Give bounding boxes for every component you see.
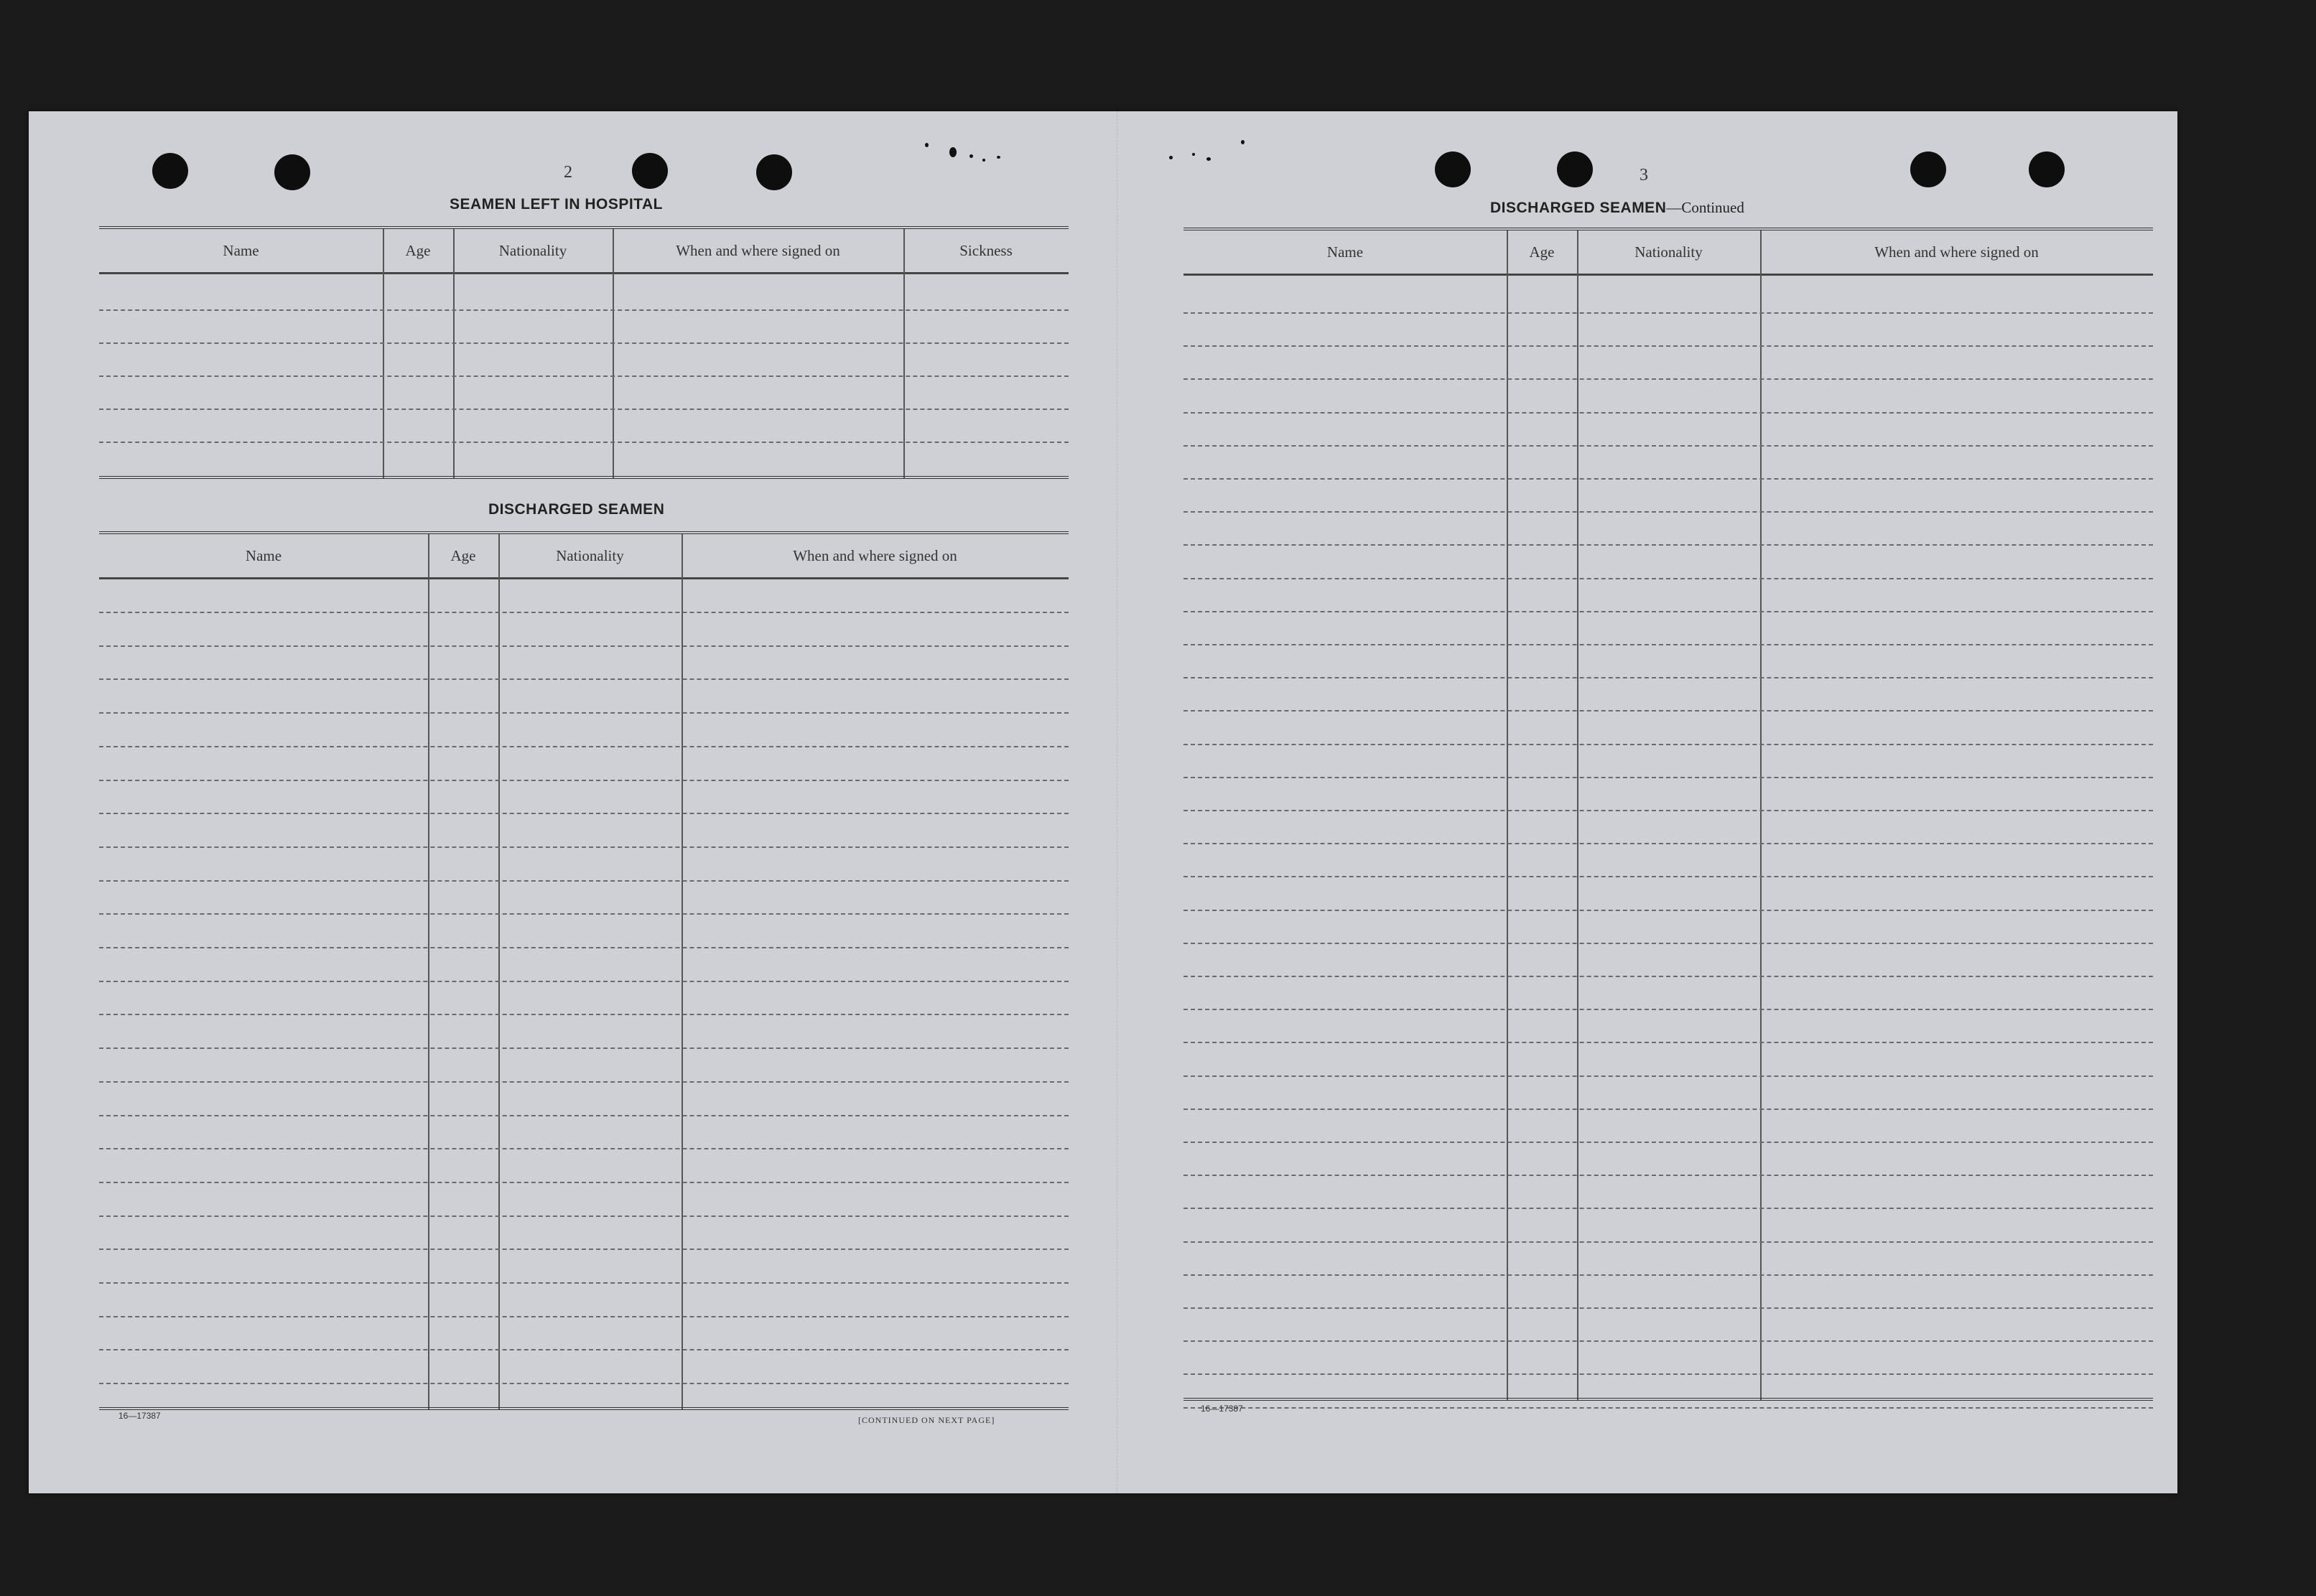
discharged-table — [99, 531, 1069, 1410]
ruled-line — [1183, 843, 2153, 844]
punch-hole — [152, 153, 188, 189]
ruled-line — [99, 1349, 1069, 1350]
ruled-line — [99, 846, 1069, 848]
col-age: Age — [450, 546, 476, 564]
hospital-table — [99, 226, 1069, 479]
ruled-line — [1183, 1109, 2153, 1110]
ruled-line — [1183, 1175, 2153, 1176]
ruled-line — [99, 1182, 1069, 1183]
ruled-line — [1183, 312, 2153, 314]
discharged-continued-title-main: DISCHARGED SEAMEN — [1490, 200, 1667, 216]
punch-hole — [274, 154, 310, 190]
discharged-table-header — [99, 534, 1069, 579]
discharged-continued-table — [1183, 228, 2153, 1401]
ruled-line — [1183, 511, 2153, 513]
ruled-line — [1183, 544, 2153, 546]
ruled-line — [1183, 744, 2153, 745]
punch-hole — [1910, 151, 1946, 187]
ruled-line — [99, 645, 1069, 647]
col-nationality: Nationality — [498, 241, 567, 259]
ruled-line — [99, 780, 1069, 781]
ruled-line — [1183, 810, 2153, 811]
ruled-line — [1183, 378, 2153, 380]
ruled-line — [99, 1282, 1069, 1284]
ruled-line — [1183, 1274, 2153, 1276]
col-when-where: When and where signed on — [1874, 243, 2039, 261]
ruled-line — [1183, 876, 2153, 877]
ruled-line — [1183, 1307, 2153, 1309]
ruled-line — [1183, 1009, 2153, 1010]
ruled-line — [1183, 1241, 2153, 1243]
ruled-line — [99, 1148, 1069, 1149]
punch-hole — [632, 153, 668, 189]
ruled-line — [1183, 1373, 2153, 1375]
ruled-line — [99, 1115, 1069, 1116]
ruled-line — [1183, 445, 2153, 447]
page-number-left: 2 — [564, 163, 572, 182]
ruled-line — [1183, 677, 2153, 678]
punch-hole — [2029, 151, 2065, 187]
col-age: Age — [405, 241, 431, 259]
ruled-line — [1183, 478, 2153, 480]
ruled-line — [99, 913, 1069, 915]
ruled-line — [99, 981, 1069, 982]
ruled-line — [99, 1215, 1069, 1217]
ruled-line — [99, 1249, 1069, 1250]
col-nationality: Nationality — [1634, 243, 1703, 261]
continued-note: [CONTINUED ON NEXT PAGE] — [858, 1415, 995, 1425]
ruled-line — [1183, 1075, 2153, 1077]
hospital-table-header — [99, 229, 1069, 274]
ruled-line — [1183, 943, 2153, 944]
ruled-line — [1183, 976, 2153, 977]
ruled-line — [1183, 412, 2153, 414]
ruled-line — [99, 947, 1069, 948]
ruled-line — [99, 612, 1069, 613]
discharged-continued-title-suffix: —Continued — [1666, 199, 1744, 216]
ruled-line — [1183, 611, 2153, 612]
ruled-line — [99, 1081, 1069, 1083]
ruled-line — [99, 712, 1069, 714]
ruled-line — [99, 1047, 1069, 1049]
page-number-right: 3 — [1640, 166, 1648, 185]
ruled-line — [1183, 1208, 2153, 1209]
manifest-sheet — [29, 111, 2177, 1493]
discharged-continued-title — [1490, 199, 1744, 217]
discharged-section-title: DISCHARGED SEAMEN — [488, 501, 665, 518]
col-name: Name — [245, 546, 282, 564]
col-when-where: When and where signed on — [676, 241, 840, 259]
ruled-line — [1183, 777, 2153, 778]
discharged-continued-table-header — [1183, 230, 2153, 276]
col-name: Name — [1326, 243, 1364, 261]
ruled-line — [99, 1383, 1069, 1384]
ruled-line — [1183, 710, 2153, 711]
hospital-section-title: SEAMEN LEFT IN HOSPITAL — [450, 196, 663, 213]
ruled-line — [1183, 1042, 2153, 1043]
ruled-line — [99, 813, 1069, 814]
punch-hole — [1435, 151, 1471, 187]
col-age: Age — [1529, 243, 1555, 261]
ruled-line — [99, 1014, 1069, 1015]
punch-hole — [756, 154, 792, 190]
ruled-line — [1183, 1407, 2153, 1409]
ruled-line — [1183, 1142, 2153, 1143]
ruled-line — [99, 880, 1069, 882]
col-name: Name — [223, 241, 259, 259]
ruled-line — [99, 1316, 1069, 1317]
ruled-line — [1183, 910, 2153, 911]
col-sickness: Sickness — [959, 241, 1013, 259]
ruled-line — [99, 678, 1069, 680]
punch-hole — [1557, 151, 1593, 187]
ruled-line — [99, 746, 1069, 747]
ruled-line — [1183, 578, 2153, 579]
ruled-line — [1183, 1340, 2153, 1342]
ruled-line — [1183, 644, 2153, 645]
ruled-line — [1183, 345, 2153, 347]
form-number-left: 16—17387 — [118, 1411, 161, 1421]
form-number-right: 16—17387 — [1201, 1404, 1243, 1414]
col-nationality: Nationality — [556, 546, 624, 564]
col-when-where: When and where signed on — [793, 546, 957, 564]
